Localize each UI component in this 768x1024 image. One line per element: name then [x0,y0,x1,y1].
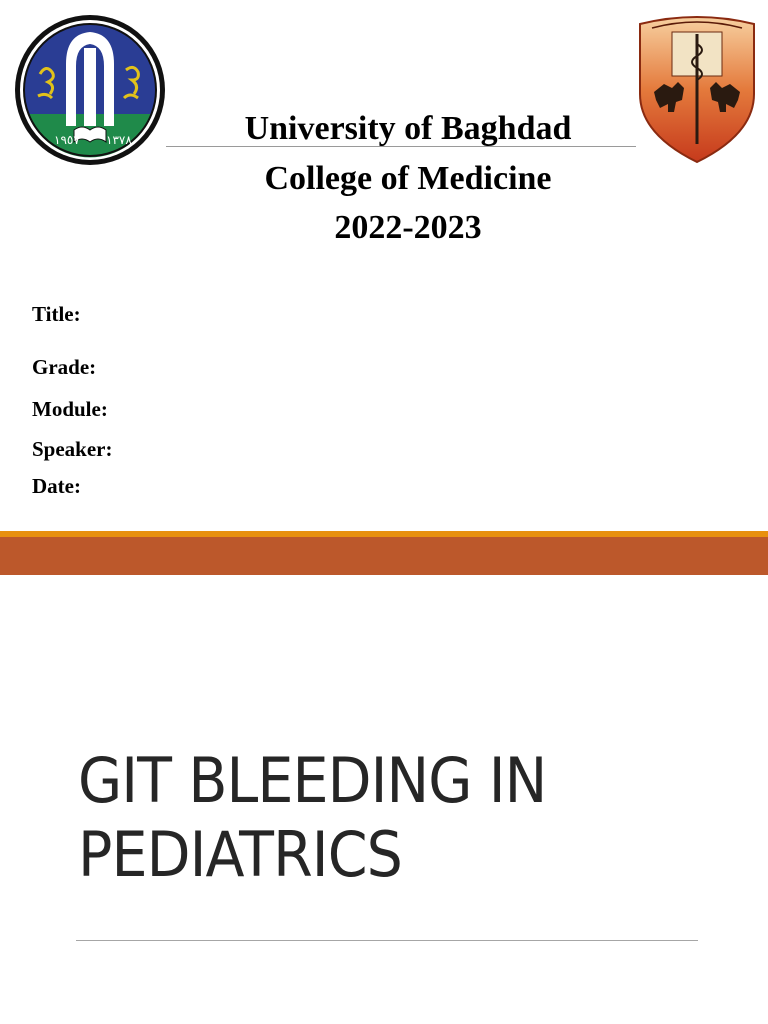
college-name: College of Medicine [264,160,552,197]
university-name: University of Baghdad [244,110,572,147]
logo-year-right: ١٣٧٨ [106,133,132,147]
logo-year-left: ١٩٥٧ [54,133,80,147]
field-grade-label: Grade: [32,355,97,379]
slide-header-band [0,537,768,575]
university-of-baghdad-logo [14,14,166,166]
academic-year: 2022-2023 [334,209,482,246]
field-speaker-label: Speaker: [32,437,113,461]
slide-title-line-2: PEDIATRICS [78,818,402,891]
field-title-label: Title: [32,302,81,326]
field-module-label: Module: [32,397,108,421]
slide-title-line-1: GIT BLEEDING IN [78,744,547,817]
field-date-label: Date: [32,474,81,498]
title-underline [76,940,698,941]
